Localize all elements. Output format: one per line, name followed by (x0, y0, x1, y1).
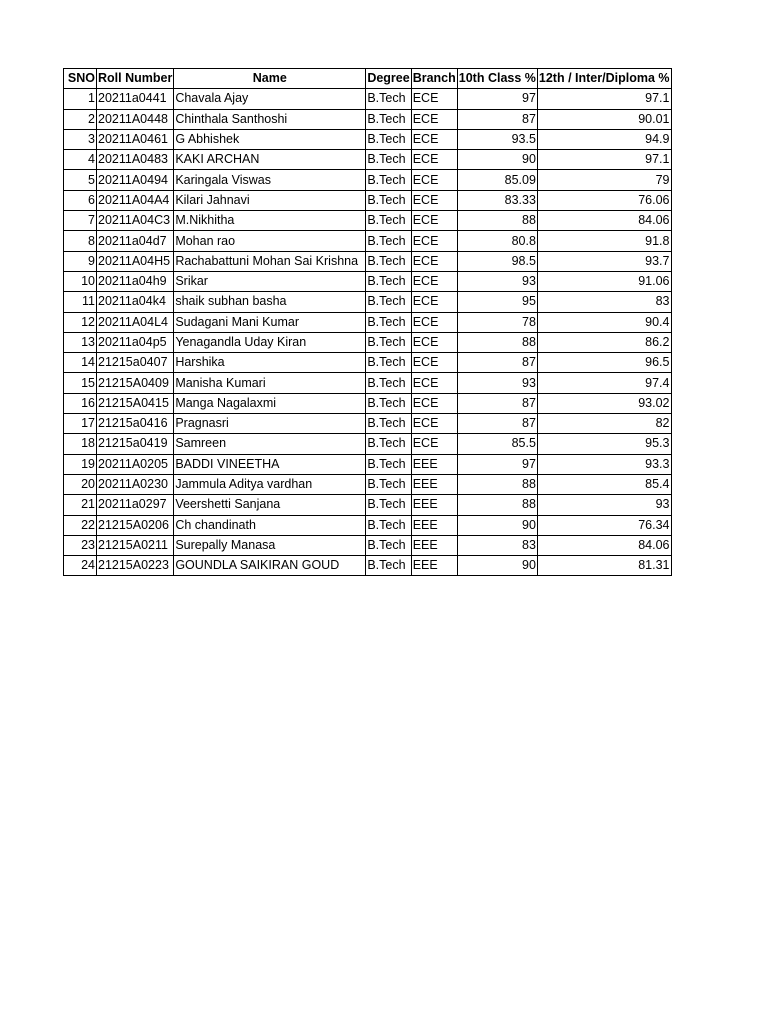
cell-name: Srikar (174, 271, 366, 291)
cell-name: Harshika (174, 353, 366, 373)
cell-name: Veershetti Sanjana (174, 495, 366, 515)
cell-name: M.Nikhitha (174, 211, 366, 231)
table-row (64, 190, 672, 210)
cell-degree: B.Tech (366, 231, 411, 251)
cell-twelfth-percent: 76.06 (537, 190, 671, 210)
cell-roll-number: 20211A0230 (97, 474, 174, 494)
cell-branch: ECE (411, 434, 457, 454)
cell-tenth-percent: 83 (457, 535, 537, 555)
cell-sno: 21 (64, 495, 97, 515)
cell-tenth-percent: 90 (457, 515, 537, 535)
cell-tenth-percent: 83.33 (457, 190, 537, 210)
cell-roll-number: 20211a0441 (97, 89, 174, 109)
cell-twelfth-percent: 79 (537, 170, 671, 190)
cell-roll-number: 21215a0419 (97, 434, 174, 454)
cell-degree: B.Tech (366, 556, 411, 576)
cell-branch: ECE (411, 373, 457, 393)
cell-tenth-percent: 88 (457, 474, 537, 494)
cell-twelfth-percent: 90.4 (537, 312, 671, 332)
cell-roll-number: 21215a0416 (97, 414, 174, 434)
table-row (64, 495, 672, 515)
table-row (64, 474, 672, 494)
cell-roll-number: 21215A0409 (97, 373, 174, 393)
cell-degree: B.Tech (366, 292, 411, 312)
cell-name: Rachabattuni Mohan Sai Krishna (174, 251, 366, 271)
cell-branch: EEE (411, 556, 457, 576)
cell-branch: EEE (411, 474, 457, 494)
cell-twelfth-percent: 97.1 (537, 89, 671, 109)
table-row (64, 373, 672, 393)
cell-sno: 20 (64, 474, 97, 494)
cell-twelfth-percent: 81.31 (537, 556, 671, 576)
cell-name: GOUNDLA SAIKIRAN GOUD (174, 556, 366, 576)
cell-sno: 10 (64, 271, 97, 291)
cell-roll-number: 21215A0223 (97, 556, 174, 576)
cell-degree: B.Tech (366, 474, 411, 494)
cell-twelfth-percent: 82 (537, 414, 671, 434)
cell-sno: 2 (64, 109, 97, 129)
cell-twelfth-percent: 94.9 (537, 129, 671, 149)
cell-tenth-percent: 85.09 (457, 170, 537, 190)
cell-degree: B.Tech (366, 454, 411, 474)
cell-roll-number: 21215A0415 (97, 393, 174, 413)
table-row (64, 109, 672, 129)
cell-branch: ECE (411, 414, 457, 434)
cell-twelfth-percent: 95.3 (537, 434, 671, 454)
table-row (64, 454, 672, 474)
header-sno: SNO (64, 69, 97, 89)
cell-tenth-percent: 95 (457, 292, 537, 312)
cell-sno: 24 (64, 556, 97, 576)
table-row (64, 170, 672, 190)
table-row (64, 312, 672, 332)
table-row (64, 150, 672, 170)
cell-tenth-percent: 87 (457, 414, 537, 434)
header-branch: Branch (411, 69, 457, 89)
cell-tenth-percent: 85.5 (457, 434, 537, 454)
cell-branch: ECE (411, 190, 457, 210)
cell-twelfth-percent: 90.01 (537, 109, 671, 129)
cell-branch: ECE (411, 109, 457, 129)
cell-name: Sudagani Mani Kumar (174, 312, 366, 332)
cell-roll-number: 21215A0206 (97, 515, 174, 535)
cell-degree: B.Tech (366, 170, 411, 190)
cell-degree: B.Tech (366, 353, 411, 373)
cell-roll-number: 20211a04d7 (97, 231, 174, 251)
table-row (64, 434, 672, 454)
cell-roll-number: 20211A0483 (97, 150, 174, 170)
cell-tenth-percent: 97 (457, 89, 537, 109)
cell-branch: ECE (411, 312, 457, 332)
cell-branch: ECE (411, 89, 457, 109)
table-row (64, 231, 672, 251)
header-degree: Degree (366, 69, 411, 89)
cell-branch: ECE (411, 393, 457, 413)
cell-branch: ECE (411, 292, 457, 312)
cell-branch: ECE (411, 271, 457, 291)
cell-degree: B.Tech (366, 312, 411, 332)
cell-name: Surepally Manasa (174, 535, 366, 555)
cell-roll-number: 21215a0407 (97, 353, 174, 373)
cell-roll-number: 20211a04p5 (97, 332, 174, 352)
cell-degree: B.Tech (366, 109, 411, 129)
cell-tenth-percent: 87 (457, 393, 537, 413)
cell-tenth-percent: 90 (457, 150, 537, 170)
cell-name: Kilari Jahnavi (174, 190, 366, 210)
cell-sno: 1 (64, 89, 97, 109)
cell-degree: B.Tech (366, 414, 411, 434)
cell-sno: 12 (64, 312, 97, 332)
cell-name: Karingala Viswas (174, 170, 366, 190)
cell-tenth-percent: 93 (457, 373, 537, 393)
cell-name: Chavala Ajay (174, 89, 366, 109)
cell-sno: 7 (64, 211, 97, 231)
cell-sno: 4 (64, 150, 97, 170)
table-row (64, 515, 672, 535)
cell-roll-number: 20211a04h9 (97, 271, 174, 291)
header-tenth-percent: 10th Class % (457, 69, 537, 89)
cell-tenth-percent: 88 (457, 495, 537, 515)
cell-sno: 22 (64, 515, 97, 535)
cell-sno: 13 (64, 332, 97, 352)
cell-degree: B.Tech (366, 434, 411, 454)
cell-tenth-percent: 88 (457, 211, 537, 231)
cell-sno: 23 (64, 535, 97, 555)
cell-degree: B.Tech (366, 271, 411, 291)
table-row (64, 129, 672, 149)
cell-twelfth-percent: 91.8 (537, 231, 671, 251)
cell-degree: B.Tech (366, 211, 411, 231)
cell-tenth-percent: 87 (457, 109, 537, 129)
cell-sno: 9 (64, 251, 97, 271)
cell-roll-number: 20211A0494 (97, 170, 174, 190)
cell-twelfth-percent: 93.7 (537, 251, 671, 271)
cell-tenth-percent: 80.8 (457, 231, 537, 251)
cell-twelfth-percent: 93.3 (537, 454, 671, 474)
cell-twelfth-percent: 97.4 (537, 373, 671, 393)
cell-name: Manisha Kumari (174, 373, 366, 393)
cell-sno: 8 (64, 231, 97, 251)
cell-twelfth-percent: 97.1 (537, 150, 671, 170)
cell-twelfth-percent: 76.34 (537, 515, 671, 535)
cell-sno: 17 (64, 414, 97, 434)
cell-twelfth-percent: 86.2 (537, 332, 671, 352)
cell-branch: EEE (411, 495, 457, 515)
table-row (64, 211, 672, 231)
cell-degree: B.Tech (366, 251, 411, 271)
cell-degree: B.Tech (366, 190, 411, 210)
cell-name: shaik subhan basha (174, 292, 366, 312)
cell-sno: 18 (64, 434, 97, 454)
cell-degree: B.Tech (366, 129, 411, 149)
header-name: Name (174, 69, 366, 89)
cell-name: G Abhishek (174, 129, 366, 149)
cell-roll-number: 20211A0461 (97, 129, 174, 149)
cell-roll-number: 20211A0205 (97, 454, 174, 474)
cell-tenth-percent: 78 (457, 312, 537, 332)
cell-degree: B.Tech (366, 535, 411, 555)
table-row (64, 292, 672, 312)
table-row (64, 332, 672, 352)
cell-branch: ECE (411, 211, 457, 231)
cell-degree: B.Tech (366, 332, 411, 352)
cell-sno: 3 (64, 129, 97, 149)
cell-twelfth-percent: 93 (537, 495, 671, 515)
header-row (64, 69, 672, 89)
cell-sno: 16 (64, 393, 97, 413)
cell-branch: EEE (411, 515, 457, 535)
cell-twelfth-percent: 93.02 (537, 393, 671, 413)
table-row (64, 535, 672, 555)
cell-tenth-percent: 98.5 (457, 251, 537, 271)
cell-name: Pragnasri (174, 414, 366, 434)
cell-tenth-percent: 90 (457, 556, 537, 576)
cell-sno: 19 (64, 454, 97, 474)
cell-sno: 14 (64, 353, 97, 373)
cell-name: BADDI VINEETHA (174, 454, 366, 474)
cell-sno: 5 (64, 170, 97, 190)
cell-name: Chinthala Santhoshi (174, 109, 366, 129)
cell-roll-number: 20211a0297 (97, 495, 174, 515)
table-row (64, 414, 672, 434)
cell-branch: EEE (411, 535, 457, 555)
cell-degree: B.Tech (366, 515, 411, 535)
cell-roll-number: 20211A04C3 (97, 211, 174, 231)
cell-tenth-percent: 93 (457, 271, 537, 291)
cell-branch: EEE (411, 454, 457, 474)
cell-twelfth-percent: 83 (537, 292, 671, 312)
cell-roll-number: 20211A0448 (97, 109, 174, 129)
cell-tenth-percent: 93.5 (457, 129, 537, 149)
cell-sno: 11 (64, 292, 97, 312)
cell-name: Jammula Aditya vardhan (174, 474, 366, 494)
cell-roll-number: 20211A04A4 (97, 190, 174, 210)
table-row (64, 353, 672, 373)
cell-name: KAKI ARCHAN (174, 150, 366, 170)
cell-branch: ECE (411, 231, 457, 251)
cell-sno: 6 (64, 190, 97, 210)
cell-name: Ch chandinath (174, 515, 366, 535)
cell-roll-number: 20211A04L4 (97, 312, 174, 332)
cell-branch: ECE (411, 251, 457, 271)
table-row (64, 89, 672, 109)
cell-twelfth-percent: 85.4 (537, 474, 671, 494)
cell-degree: B.Tech (366, 495, 411, 515)
cell-roll-number: 20211a04k4 (97, 292, 174, 312)
cell-tenth-percent: 97 (457, 454, 537, 474)
cell-tenth-percent: 88 (457, 332, 537, 352)
cell-degree: B.Tech (366, 373, 411, 393)
cell-name: Yenagandla Uday Kiran (174, 332, 366, 352)
cell-name: Mohan rao (174, 231, 366, 251)
cell-tenth-percent: 87 (457, 353, 537, 373)
cell-branch: ECE (411, 129, 457, 149)
cell-roll-number: 21215A0211 (97, 535, 174, 555)
cell-twelfth-percent: 84.06 (537, 535, 671, 555)
cell-branch: ECE (411, 170, 457, 190)
table-row (64, 393, 672, 413)
header-roll-number: Roll Number (97, 69, 174, 89)
student-table (63, 68, 672, 576)
table-row (64, 271, 672, 291)
table-row (64, 251, 672, 271)
table-row (64, 556, 672, 576)
header-twelfth-percent: 12th / Inter/Diploma % (537, 69, 671, 89)
cell-branch: ECE (411, 150, 457, 170)
cell-twelfth-percent: 96.5 (537, 353, 671, 373)
cell-sno: 15 (64, 373, 97, 393)
cell-branch: ECE (411, 332, 457, 352)
cell-degree: B.Tech (366, 393, 411, 413)
cell-degree: B.Tech (366, 150, 411, 170)
cell-degree: B.Tech (366, 89, 411, 109)
cell-name: Manga Nagalaxmi (174, 393, 366, 413)
cell-twelfth-percent: 84.06 (537, 211, 671, 231)
cell-branch: ECE (411, 353, 457, 373)
cell-roll-number: 20211A04H5 (97, 251, 174, 271)
cell-name: Samreen (174, 434, 366, 454)
cell-twelfth-percent: 91.06 (537, 271, 671, 291)
